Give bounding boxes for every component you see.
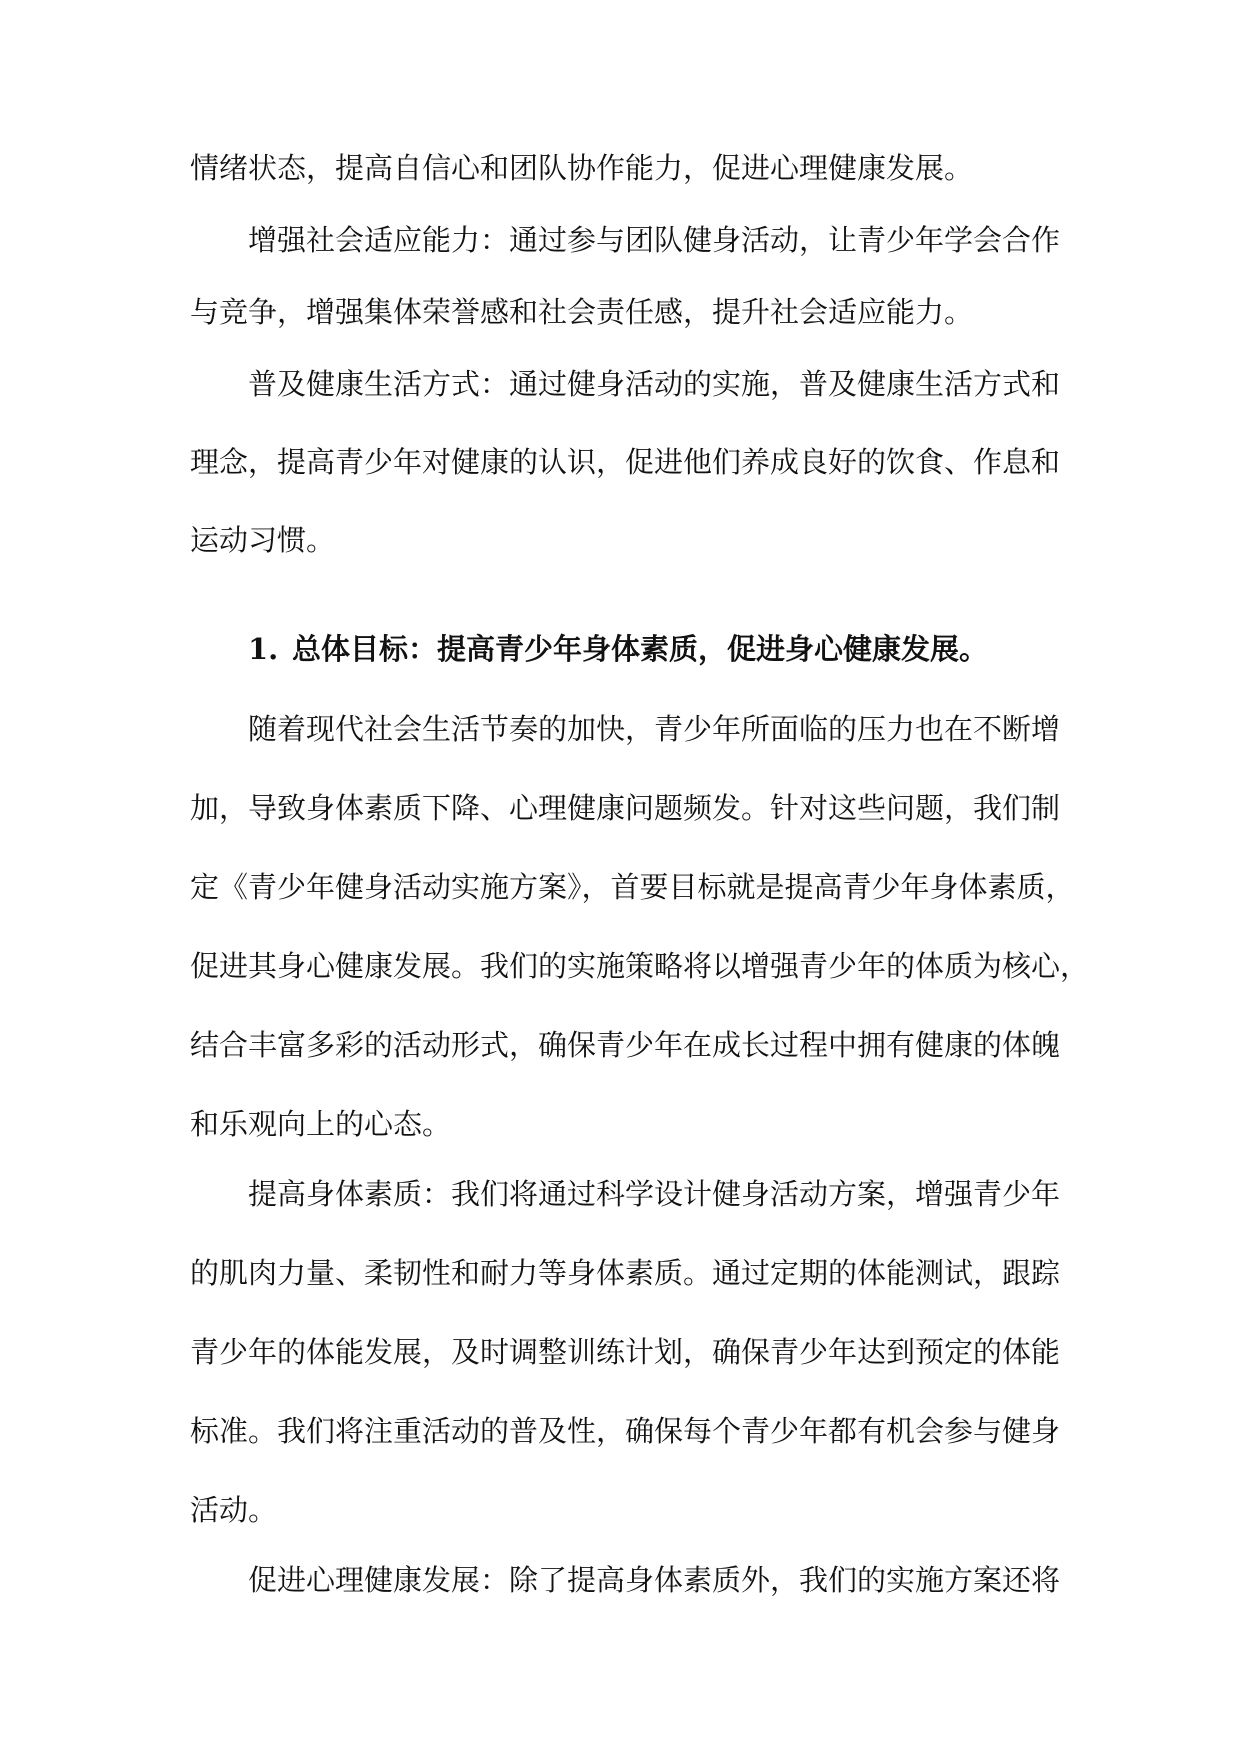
paragraph-line: 与竞争，增强集体荣誉感和社会责任感，提升社会适应能力。	[190, 295, 974, 329]
paragraph-line: 标准。我们将注重活动的普及性，确保每个青少年都有机会参与健身	[190, 1414, 1061, 1448]
paragraph-line: 青少年的体能发展，及时调整训练计划，确保青少年达到预定的体能	[190, 1335, 1061, 1369]
paragraph-line: 和乐观向上的心态。	[190, 1107, 452, 1141]
section-heading	[248, 627, 988, 671]
paragraph-line: 情绪状态，提高自信心和团队协作能力，促进心理健康发展。	[190, 151, 974, 185]
section-title: 总体目标：提高青少年身体素质，促进身心健康发展。	[292, 632, 989, 666]
paragraph-line: 随着现代社会生活节奏的加快，青少年所面临的压力也在不断增	[248, 712, 1061, 746]
paragraph-line: 结合丰富多彩的活动形式，确保青少年在成长过程中拥有健康的体魄	[190, 1028, 1061, 1062]
paragraph-line: 促进心理健康发展：除了提高身体素质外，我们的实施方案还将	[248, 1563, 1061, 1597]
paragraph-line: 的肌肉力量、柔韧性和耐力等身体素质。通过定期的体能测试，跟踪	[190, 1256, 1061, 1290]
paragraph-line: 促进其身心健康发展。我们的实施策略将以增强青少年的体质为核心，	[190, 949, 1090, 983]
paragraph-line: 活动。	[190, 1493, 278, 1527]
paragraph-line: 增强社会适应能力：通过参与团队健身活动，让青少年学会合作	[248, 223, 1061, 257]
paragraph-line: 定《青少年健身活动实施方案》，首要目标就是提高青少年身体素质，	[190, 870, 1075, 904]
paragraph-line: 普及健康生活方式：通过健身活动的实施，普及健康生活方式和	[248, 367, 1061, 401]
paragraph-line: 运动习惯。	[190, 523, 336, 557]
paragraph-line: 理念，提高青少年对健康的认识，促进他们养成良好的饮食、作息和	[190, 445, 1061, 479]
paragraph-line: 加，导致身体素质下降、心理健康问题频发。针对这些问题，我们制	[190, 791, 1061, 825]
paragraph-line: 提高身体素质：我们将通过科学设计健身活动方案，增强青少年	[248, 1177, 1061, 1211]
section-number: 1.	[248, 632, 279, 666]
